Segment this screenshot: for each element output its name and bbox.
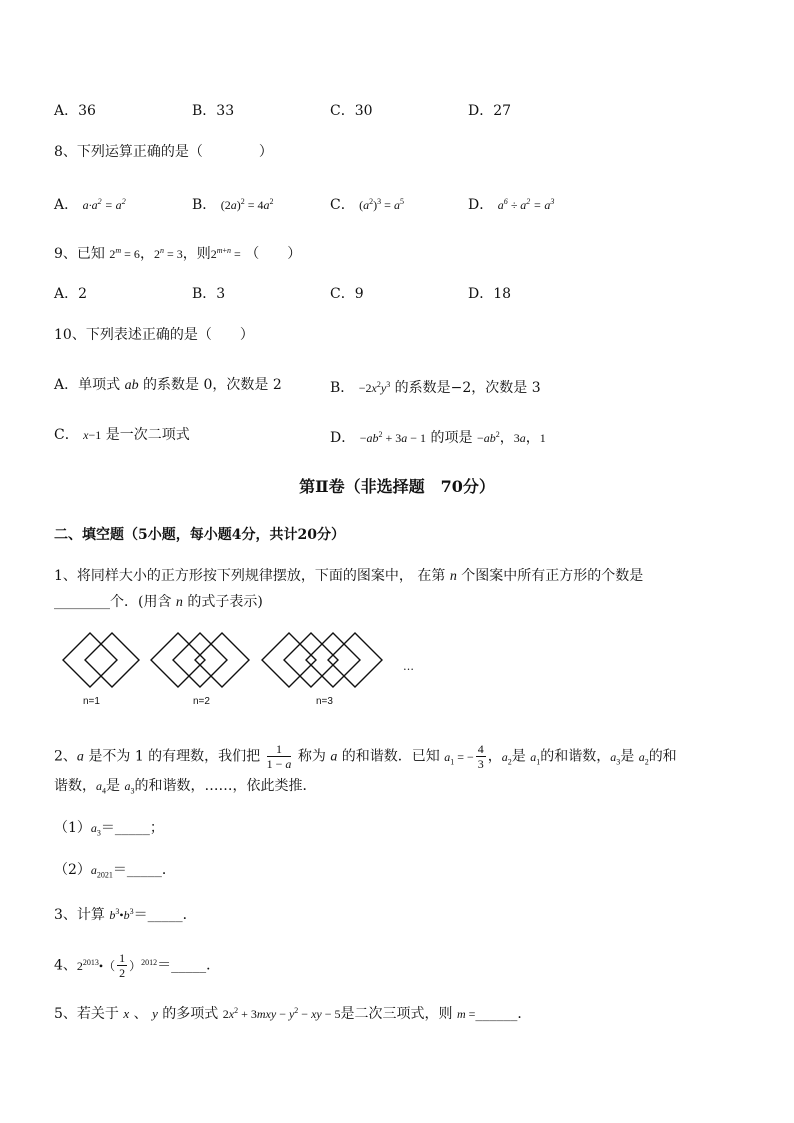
q8-option-c-label: C．: [330, 197, 355, 213]
figure-label-n2: n=2: [193, 696, 210, 707]
figure-label-n3: n=3: [316, 696, 333, 707]
fill2-l2-a: 谐数，: [54, 778, 96, 794]
fill2-line2: 谐数，$a_4$是 $a_3$的和谐数，……，依此类推．: [54, 778, 317, 796]
pattern-n2: [151, 633, 249, 687]
fill1-line1: 1、将同样大小的正方形按下列规律摆放，下面的图案中， 在第 n 个图案中所有正方形的个数是: [54, 568, 644, 584]
q8-option-c: C． $(a^2)^3 = a^5$: [330, 197, 404, 213]
q10-option-a: A．单项式 ab 的系数是 0，次数是 2: [54, 377, 282, 393]
q9-option-d: D．18: [468, 286, 512, 302]
fill2-part2-label: （2）: [54, 862, 91, 878]
q10-option-a-suffix: 的系数是 0，次数是 2: [143, 377, 282, 393]
fill2-part1: $(1)a_3=\_\_\_\_\_$；: [54, 820, 164, 838]
fill2-l1-a: 2、: [54, 748, 77, 765]
fill1-line2-end: 的式子表示): [187, 594, 263, 610]
q8-stem: 8、下列运算正确的是（ ）: [54, 144, 273, 160]
fill5-mid3: 是二次三项式，则: [340, 1006, 453, 1022]
fill2-l1-e: ，: [487, 748, 502, 765]
q10-option-c-suffix: 是一次二项式: [105, 427, 190, 443]
figure-label-n1: n=1: [83, 696, 100, 707]
fill2-l2-c: 的和谐数，……，依此类推．: [134, 778, 317, 794]
fill2-line1: 2、a 是不为 1 的有理数，我们把 $\frac{1}{1 - a}$ 称为 a 的和谐数．已知 $a_1$ = − $\frac{4}{3}$ ，$a_2$是 $a_1$的和谐数，$a_3$是 $a_2$的和: [54, 742, 677, 771]
fill2-l1-g: 的和谐数，: [540, 748, 611, 765]
pattern-n1: [63, 633, 139, 687]
q8-option-d-label: D．: [468, 197, 494, 213]
fill5-prefix: 5、若关于: [54, 1006, 119, 1022]
fill2-part2-blank: ＝_____．: [112, 862, 176, 878]
fill4: 4、$2^{2013}•$（ $\frac{1}{2}$ ）$^{2012}$＝_____．: [54, 951, 221, 980]
squares-pattern-figure: [60, 630, 420, 692]
fill2-l1-f: 是: [511, 748, 526, 765]
q10-option-c: C． x−1 是一次二项式: [54, 427, 190, 443]
fill1-line2-start: ________个．(用含: [54, 594, 172, 610]
q8-option-a: A． $a\cdot a^2 = a^2$: [54, 197, 126, 213]
q8-option-a-label: A．: [54, 197, 79, 213]
q8-option-b-label: B．: [192, 197, 217, 213]
fill4-half-fraction: $\frac{1}{2}$: [119, 951, 126, 980]
q7-option-a: A．36: [54, 103, 96, 119]
q8-option-b: B． $(2a)^2 = 4a^2$: [192, 197, 274, 213]
fill3-prefix: 3、计算: [54, 907, 105, 923]
fill2-harmonic-fraction: $\frac{1}{1 - a}$: [266, 742, 292, 771]
q9-stem-end: （ ）: [245, 246, 302, 262]
q9-stem: 9、已知 $2^m = 6$，$2^n = 3$，则$2^{m+n}$ = （ ）: [54, 246, 302, 262]
fill3-blank: ＝_____．: [133, 907, 197, 923]
q10-option-d-suffix: 的项是: [430, 430, 473, 446]
fill1-line1-end: 个图案中所有正方形的个数是: [461, 568, 644, 584]
q10-stem: 10、下列表述正确的是（ ）: [54, 327, 254, 343]
fill2-l1-d: 的和谐数．已知: [341, 748, 440, 765]
q7-option-b: B．33: [192, 103, 235, 119]
pattern-n3: [262, 633, 382, 687]
q10-option-b: B． $-2x^2y^3$ 的系数是−2，次数是 3: [330, 380, 541, 396]
fill5-blank: ______．: [475, 1006, 532, 1022]
q10-option-a-prefix: A．单项式: [54, 377, 121, 393]
fill2-l1-b: 是不为 1 的有理数，我们把: [88, 748, 261, 765]
section-heading: 第Ⅱ卷（非选择题 70分）: [299, 477, 495, 496]
q10-option-b-suffix: 的系数是−2，次数是 3: [394, 380, 541, 396]
q10-option-b-prefix: B．: [330, 380, 355, 396]
section-subheading: 二、填空题（5小题，每小题4分，共计20分）: [54, 527, 345, 543]
fill5-mid2: 的多项式: [162, 1006, 219, 1022]
q7-option-c: C．30: [330, 103, 373, 119]
q8-option-d: D． $a^6 \div a^2 = a^3$: [468, 197, 555, 213]
q10-option-c-prefix: C．: [54, 427, 79, 443]
q9-option-c: C．9: [330, 286, 364, 302]
q9-stem-start: 9、已知: [54, 246, 105, 262]
fill2-l1-h: 是: [620, 748, 635, 765]
q10-option-d: D． $-ab^2 + 3a - 1$ 的项是 $-ab^2$，3a，1: [330, 430, 546, 446]
fill2-part1-label: （1）: [54, 820, 91, 836]
fill3: 3、计算 $b^3•b^3=\_\_\_\_\_$．: [54, 907, 197, 923]
q7-option-d: D．27: [468, 103, 512, 119]
fill1-line1-start: 1、将同样大小的正方形按下列规律摆放，下面的图案中， 在第: [54, 568, 446, 584]
fill4-blank: ＝_____．: [157, 957, 221, 974]
fill2-l1-i: 的和: [648, 748, 677, 765]
pattern-ellipsis: …: [403, 660, 414, 673]
fill5-mid: 、: [133, 1006, 148, 1022]
fill2-l1-c: 称为: [297, 748, 326, 765]
fill4-prefix: 4、: [54, 957, 77, 974]
fill1-line2: ________个．(用含 n 的式子表示): [54, 594, 263, 610]
fill2-l2-b: 是: [106, 778, 120, 794]
fill5: 5、若关于 x 、 y 的多项式 $2x^2 + 3mxy - y^2$ − xy − 5是二次三项式，则 m =______．: [54, 1006, 532, 1022]
fill2-a1-fraction: $\frac{4}{3}$: [477, 742, 484, 771]
q10-option-d-prefix: D．: [330, 430, 356, 446]
fill2-part2: $(2)a_{2021}=\_\_\_\_\_$．: [54, 862, 176, 880]
fill2-part1-blank: ＝_____；: [100, 820, 164, 836]
q9-option-a: A．2: [54, 286, 88, 302]
q9-option-b: B．3: [192, 286, 226, 302]
